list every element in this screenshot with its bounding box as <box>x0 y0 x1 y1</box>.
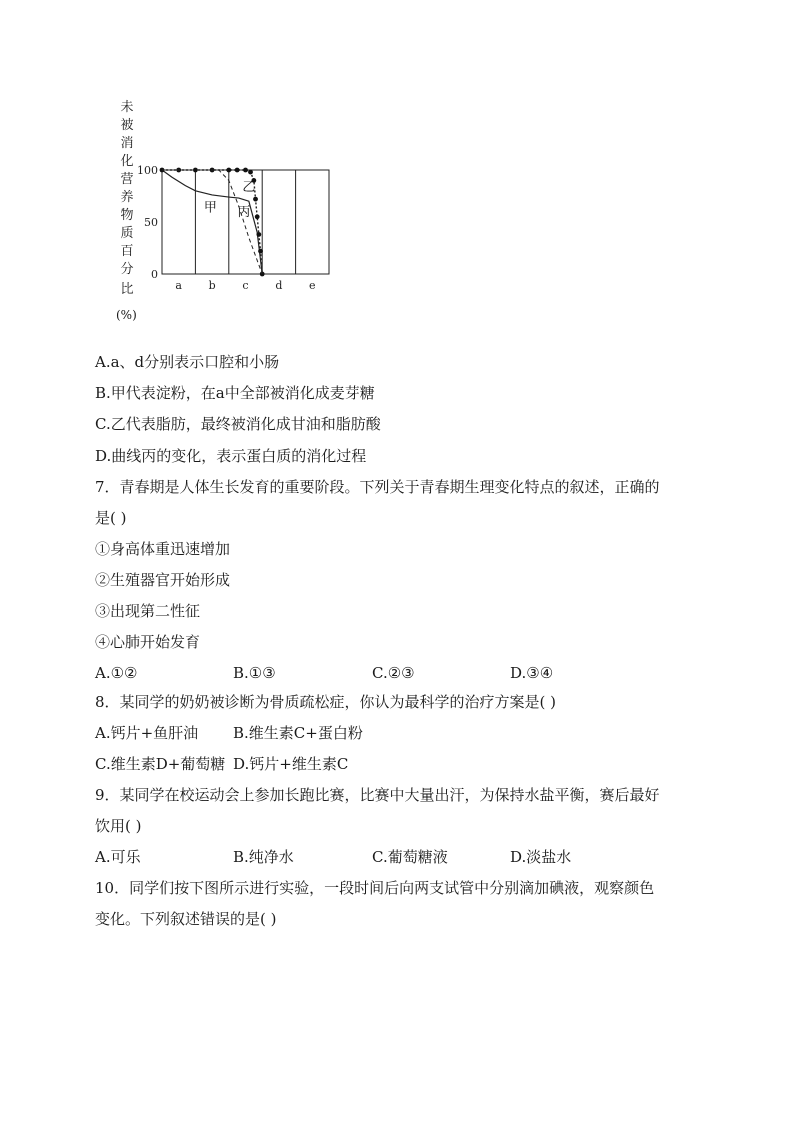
y-axis-label-char: 消 <box>120 136 134 151</box>
y-axis-label-char: 质 <box>120 226 134 241</box>
q7-item-2: ②生殖器官开始形成 <box>95 571 231 589</box>
q10-stem: 10．同学们按下图所示进行实验，一段时间后向两支试管中分别滴加碘液，观察颜色 <box>95 879 655 897</box>
series-marker-乙 <box>248 170 253 175</box>
y-axis-label-char: 物 <box>120 208 134 223</box>
q7-item-1: ①身高体重迅速增加 <box>95 540 231 558</box>
series-marker-乙 <box>255 214 260 219</box>
y-axis-label-char: 营 <box>120 172 134 187</box>
q8-stem: 8．某同学的奶奶被诊断为骨质疏松症，你认为最科学的治疗方案是( ) <box>95 693 557 711</box>
series-marker-乙 <box>243 168 248 173</box>
y-axis-unit: (%) <box>116 308 137 322</box>
q7-option-b: B.①③ <box>233 664 276 682</box>
y-tick-label: 50 <box>144 216 158 229</box>
y-axis-label-char: 养 <box>120 190 134 205</box>
q7-stem-cont: 是( ) <box>95 509 127 527</box>
series-marker-乙 <box>235 168 240 173</box>
q6-option-d: D.曲线丙的变化，表示蛋白质的消化过程 <box>95 447 367 465</box>
q9-option-b: B.纯净水 <box>233 848 294 866</box>
y-axis-label-char: 未 <box>120 100 134 115</box>
q10-stem-cont: 变化。下列叙述错误的是( ) <box>95 910 277 928</box>
y-axis-label-char: 比 <box>120 282 134 297</box>
series-marker-乙 <box>258 249 263 254</box>
q8-option-a: A.钙片+鱼肝油 <box>95 724 199 742</box>
y-axis-label-char: 分 <box>120 262 134 277</box>
q7-option-d: D.③④ <box>510 664 554 682</box>
q6-option-c: C.乙代表脂肪，最终被消化成甘油和脂肪酸 <box>95 415 381 433</box>
q7-option-c: C.②③ <box>372 664 415 682</box>
q8-option-b: B.维生素C+蛋白粉 <box>233 724 363 742</box>
q9-option-d: D.淡盐水 <box>510 848 572 866</box>
series-label: 乙 <box>242 179 256 195</box>
q8-option-c: C.维生素D+葡萄糖 <box>95 755 226 773</box>
q6-option-a: A.a、d分别表示口腔和小肠 <box>95 353 280 371</box>
digestion-chart <box>110 96 350 328</box>
q9-stem-cont: 饮用( ) <box>95 817 142 835</box>
q9-option-a: A.可乐 <box>95 848 141 866</box>
y-tick-label: 0 <box>151 268 158 281</box>
q7-item-4: ④心肺开始发育 <box>95 633 201 651</box>
x-category-label: a <box>175 279 182 292</box>
q9-option-c: C.葡萄糖液 <box>372 848 448 866</box>
y-axis-label-char: 化 <box>120 154 134 169</box>
q6-option-b: B.甲代表淀粉，在a中全部被消化成麦芽糖 <box>95 384 375 402</box>
series-label: 甲 <box>203 200 217 216</box>
y-axis-label-char: 百 <box>120 244 134 259</box>
chart-plot <box>110 96 350 328</box>
y-tick-label: 100 <box>137 164 158 177</box>
series-label: 丙 <box>237 204 251 220</box>
series-marker-乙 <box>260 272 265 277</box>
series-marker-乙 <box>253 197 258 202</box>
x-category-label: d <box>275 279 283 292</box>
q7-option-a: A.①② <box>95 664 138 682</box>
x-category-label: e <box>309 279 316 292</box>
q9-stem: 9．某同学在校运动会上参加长跑比赛，比赛中大量出汗，为保持水盐平衡，赛后最好 <box>95 786 660 804</box>
q7-stem: 7．青春期是人体生长发育的重要阶段。下列关于青春期生理变化特点的叙述，正确的 <box>95 478 660 496</box>
q7-item-3: ③出现第二性征 <box>95 602 201 620</box>
q8-option-d: D.钙片+维生素C <box>233 755 349 773</box>
y-axis-label-char: 被 <box>120 118 134 133</box>
x-category-label: b <box>208 279 216 292</box>
x-category-label: c <box>242 279 249 292</box>
series-marker-乙 <box>226 168 231 173</box>
series-marker-乙 <box>256 232 261 237</box>
